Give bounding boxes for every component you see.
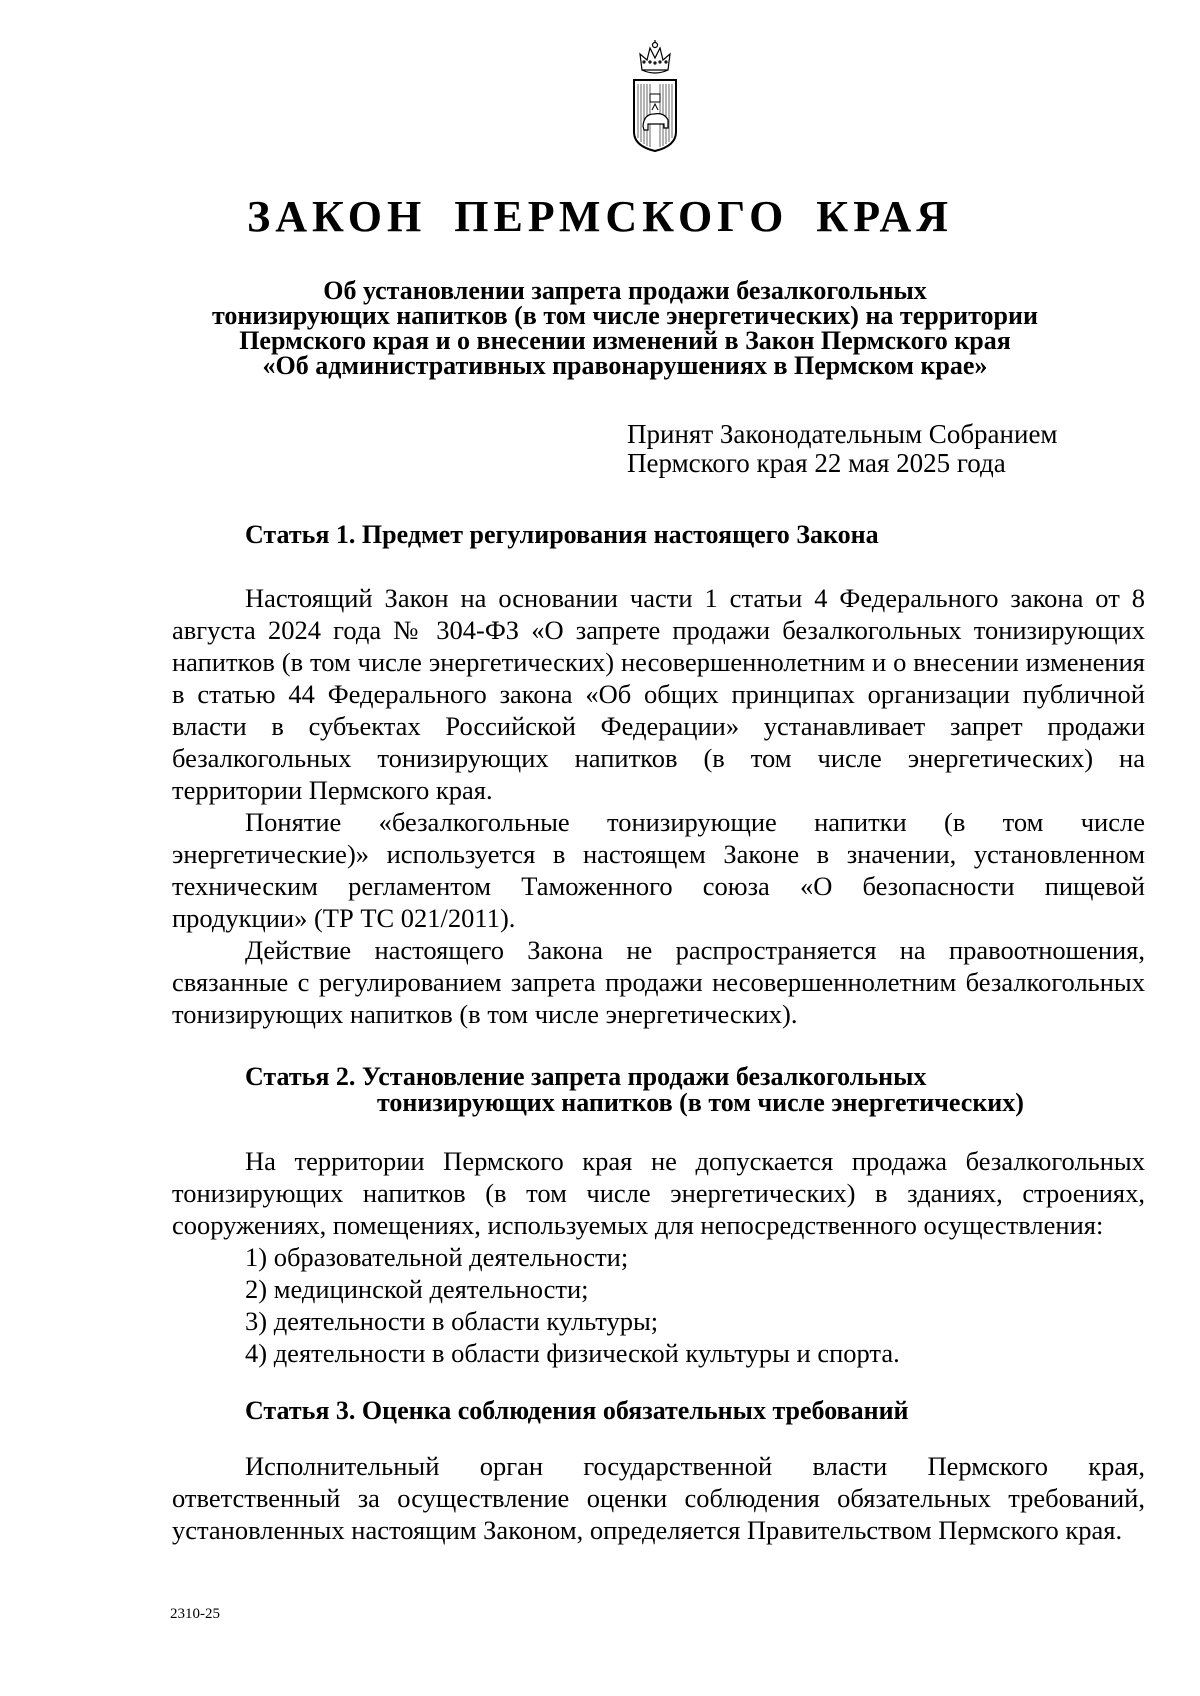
subtitle-line: «Об административных правонарушениях в Пермском крае» [262,351,988,380]
list-item: 1) образовательной деятельности; [245,1242,629,1272]
article-3-heading: Статья 3. Оценка соблюдения обязательных требований [245,1396,909,1425]
heading-line: Статья 2. Установление запрета продажи безалкогольных [245,1062,927,1091]
article-1-heading: Статья 1. Предмет регулирования настоящего Закона [245,520,879,549]
document-number: 2310-25 [170,1606,220,1622]
document-title: ЗАКОН ПЕРМСКОГО КРАЯ [246,192,954,241]
article-2-body [172,1145,1145,1241]
paragraph: Понятие «безалкогольные тонизирующие напитки (в том числе энергетические)» используется в настоящем Законе в значении, установленном техническим регламентом Таможенного союза «О безопасности пищевой продукции» (ТР ТС 021/2011). [172,807,1145,933]
subtitle-line: Пермского края и о внесении изменений в Закон Пермского края [239,326,1011,355]
adoption-note [627,420,1058,478]
article-1-body [172,582,1145,1030]
paragraph: Исполнительный орган государственной власти Пермского края, ответственный за осуществление оценки соблюдения обязательных требований, установленных настоящим Законом, определяется Правительством Пермского края. [172,1451,1145,1545]
subtitle-line: Об установлении запрета продажи безалкогольных [323,276,927,305]
list-item: 4) деятельности в области физической культуры и спорта. [245,1338,900,1368]
paragraph: Настоящий Закон на основании части 1 статьи 4 Федерального закона от 8 августа 2024 года № 304-ФЗ «О запрете продажи безалкогольных тонизирующих напитков (в том числе энергетических) несовершеннолетним и о внесении изменения в статью 44 Федерального закона «Об общих принципах организации публичной власти в субъектах Российской Федерации» устанавливает запрет продажи безалкогольных тонизирующих напитков (в том числе энергетических) на территории Пермского края. [172,583,1145,805]
document-subtitle [150,278,1100,378]
paragraph: Действие настоящего Закона не распространяется на правоотношения, связанные с регулированием запрета продажи несовершеннолетним безалкогольных тонизирующих напитков (в том числе энергетических). [172,935,1145,1029]
list-item: 3) деятельности в области культуры; [245,1306,659,1336]
adoption-line: Пермского края 22 мая 2025 года [627,448,1006,478]
paragraph: На территории Пермского края не допускается продажа безалкогольных тонизирующих напитков (в том числе энергетических) в зданиях, строениях, сооружениях, помещениях, используемых для непосредственного осуществления: [172,1146,1145,1240]
coat-of-arms-icon [626,40,684,152]
article-3-body [172,1450,1145,1546]
list-item: 2) медицинской деятельности; [245,1274,589,1304]
heading-line: тонизирующих напитков (в том числе энергетических) [377,1088,1024,1117]
adoption-line: Принят Законодательным Собранием [627,419,1058,449]
article-2-heading [245,1064,1024,1116]
subtitle-line: тонизирующих напитков (в том числе энергетических) на территории [212,301,1038,330]
